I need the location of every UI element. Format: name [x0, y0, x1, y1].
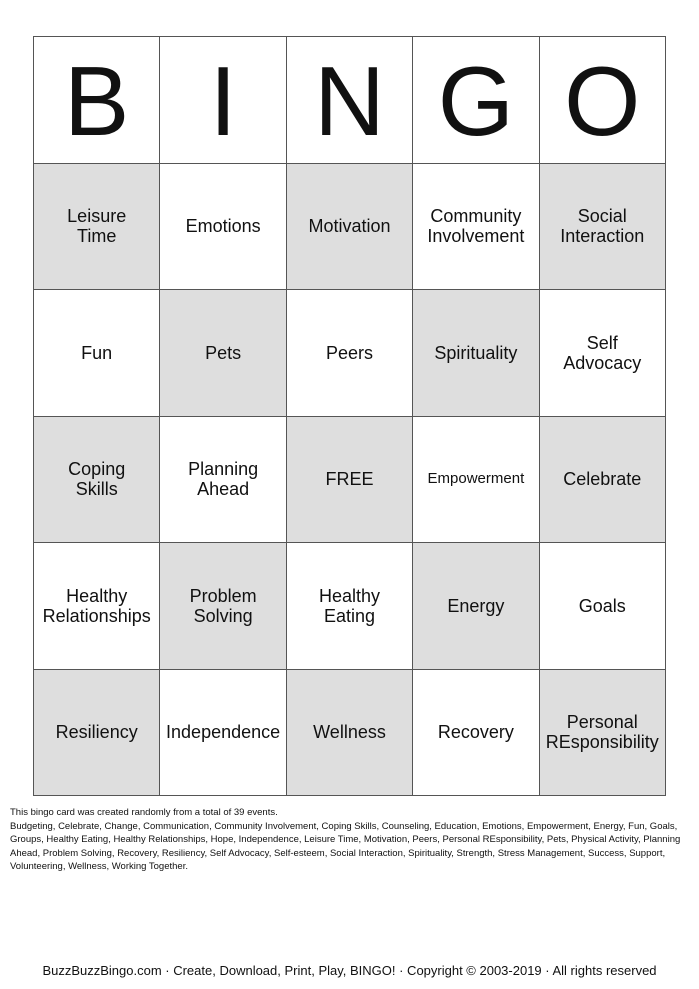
header-letter-text: O: [564, 45, 641, 156]
bingo-cell: Emotions: [160, 164, 286, 291]
bingo-cell: Recovery: [413, 670, 539, 797]
bingo-cell: Fun: [34, 290, 160, 417]
bingo-cell: Leisure Time: [34, 164, 160, 291]
header-letter-g: [413, 37, 539, 164]
free-space-cell: FREE: [287, 417, 413, 544]
header-letter-text: B: [64, 45, 130, 156]
bingo-cell: Social Interaction: [540, 164, 666, 291]
bingo-cell: Independence: [160, 670, 286, 797]
footer-copyright: BuzzBuzzBingo.com · Create, Download, Print, Play, BINGO! · Copyright © 2003-2019 · All rights reserved: [42, 963, 657, 978]
header-letter-text: G: [437, 45, 514, 156]
bingo-cell: Empowerment: [413, 417, 539, 544]
card-info: [10, 806, 682, 874]
bingo-cell: Peers: [287, 290, 413, 417]
bingo-cell: Self Advocacy: [540, 290, 666, 417]
header-letter-o: [540, 37, 666, 164]
bingo-cell: Spirituality: [413, 290, 539, 417]
bingo-cell: Pets: [160, 290, 286, 417]
bingo-cell: Healthy Relationships: [34, 543, 160, 670]
bingo-cell: Celebrate: [540, 417, 666, 544]
bingo-cell: Personal REsponsibility: [540, 670, 666, 797]
header-letter-i: [160, 37, 286, 164]
bingo-cell: Problem Solving: [160, 543, 286, 670]
info-summary: This bingo card was created randomly from a total of 39 events.: [10, 807, 278, 818]
bingo-card: [33, 36, 666, 796]
info-event-list: Budgeting, Celebrate, Change, Communication, Community Involvement, Coping Skills, Counseling, Education, Emotions, Empowerment, Energy, Fun, Goals, Groups, Healthy Eating, Healthy Relationships, Hope, Independence, Leisure Time, Motivation, Peers, Personal REsponsibility, Pets, Physical Activity, Planning Ahead, Problem Solving, Recovery, Resiliency, Self Advocacy, Self-esteem, Social Interaction, Spirituality, Strength, Stress Management, Success, Support, Volunteering, Wellness, Working Together.: [10, 820, 681, 873]
header-letter-text: I: [209, 45, 237, 156]
bingo-cell: Motivation: [287, 164, 413, 291]
bingo-cell: Energy: [413, 543, 539, 670]
header-letter-text: N: [314, 45, 385, 156]
header-letter-b: [34, 37, 160, 164]
header-letter-n: [287, 37, 413, 164]
bingo-cell: Community Involvement: [413, 164, 539, 291]
bingo-cell: Goals: [540, 543, 666, 670]
bingo-cell: Resiliency: [34, 670, 160, 797]
bingo-cell: Healthy Eating: [287, 543, 413, 670]
bingo-cell: Wellness: [287, 670, 413, 797]
bingo-cell: Coping Skills: [34, 417, 160, 544]
bingo-cell: Planning Ahead: [160, 417, 286, 544]
